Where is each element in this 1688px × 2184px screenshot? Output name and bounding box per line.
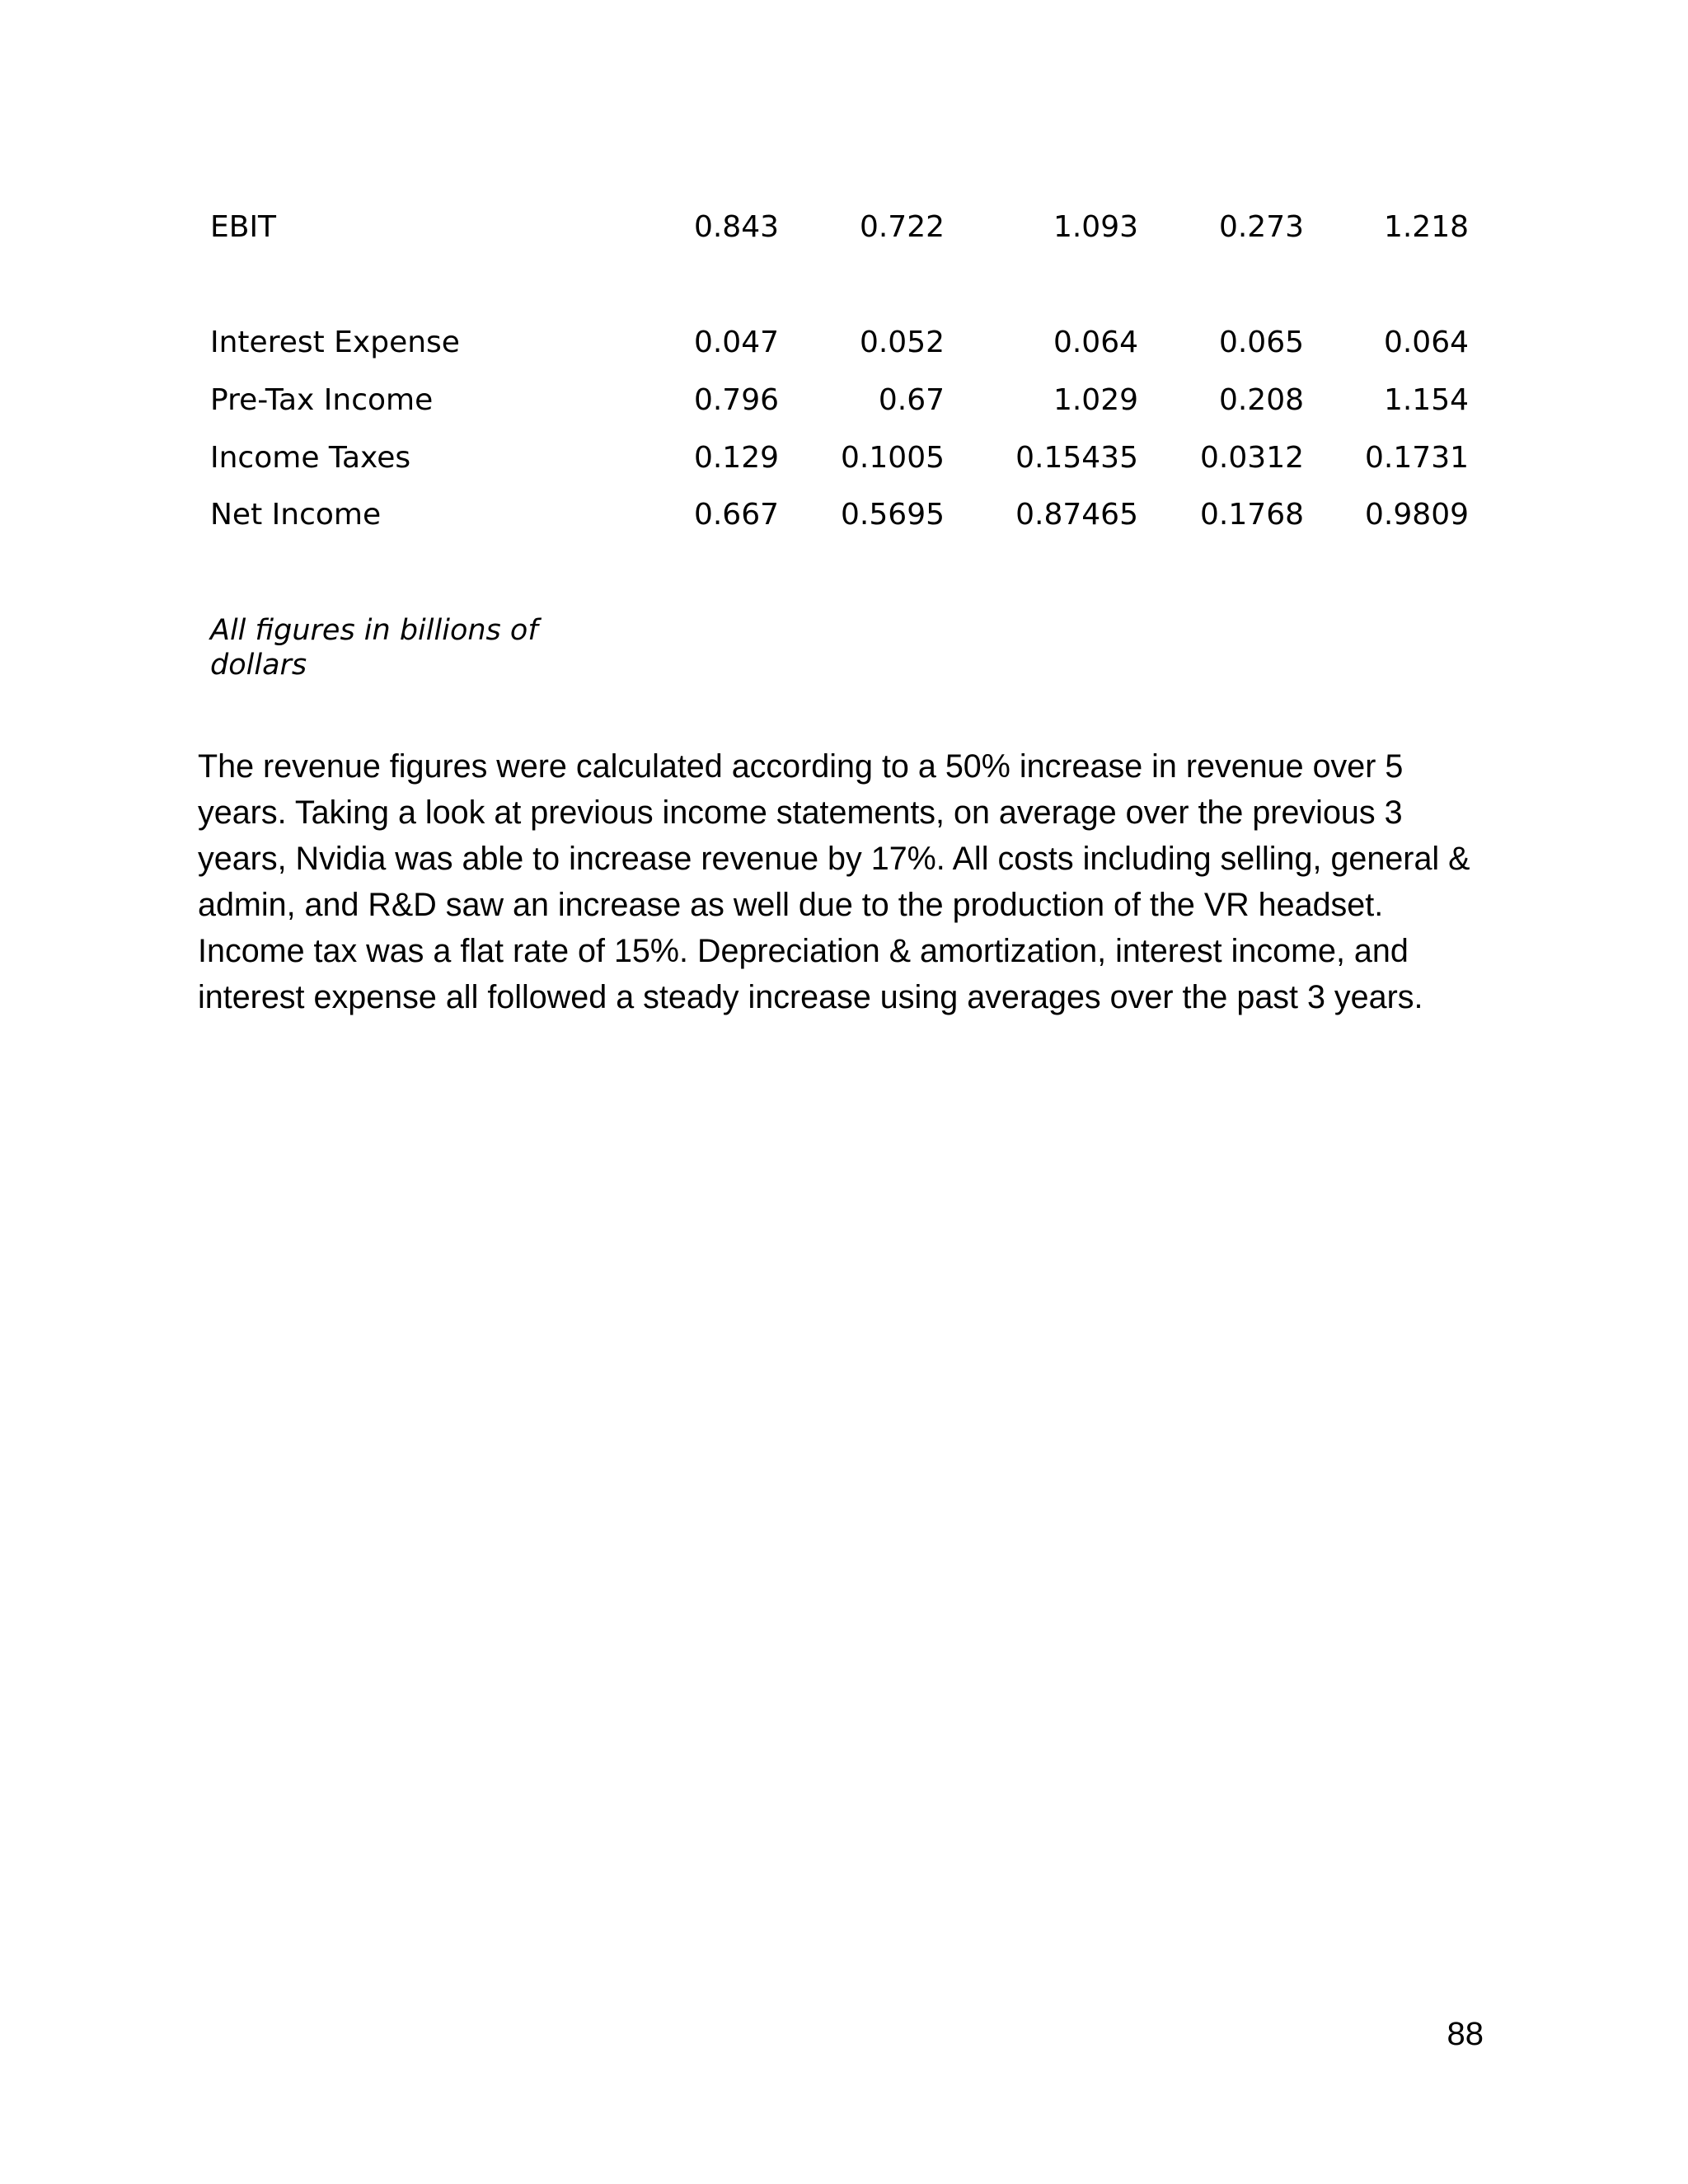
table-cell: 0.065 (1218, 326, 1304, 359)
table-cell: 0.15435 (1015, 441, 1138, 475)
table-row (0, 328, 1688, 369)
table-cell: 0.9809 (1365, 498, 1469, 532)
table-cell: 0.047 (693, 326, 779, 359)
table-cell: 0.064 (1053, 326, 1138, 359)
table-cell: 0.1005 (841, 441, 945, 475)
table-cell: 0.1731 (1365, 441, 1469, 475)
table-cell: 1.093 (1053, 210, 1138, 244)
table-cell: 0.67 (878, 383, 945, 417)
table-cell: 0.667 (693, 498, 779, 532)
units-note: All figures in billions of dollars (210, 614, 538, 682)
row-label: Interest Expense (210, 326, 460, 359)
table-cell: 0.796 (693, 383, 779, 417)
table-row (0, 500, 1688, 541)
row-label: Income Taxes (210, 441, 411, 475)
table-cell: 1.029 (1053, 383, 1138, 417)
table-cell: 0.208 (1218, 383, 1304, 417)
table-cell: 0.722 (859, 210, 945, 244)
table-row (0, 383, 1688, 427)
table-cell: 0.064 (1383, 326, 1469, 359)
table-cell: 0.1768 (1200, 498, 1304, 532)
table-cell: 0.052 (859, 326, 945, 359)
row-label: EBIT (210, 210, 277, 244)
table-cell: 1.218 (1383, 210, 1469, 244)
page-number: 88 (1447, 2016, 1484, 2052)
table-cell: 0.5695 (841, 498, 945, 532)
table-cell: 0.0312 (1200, 441, 1304, 475)
row-label: Pre-Tax Income (210, 383, 434, 417)
table-cell: 0.87465 (1015, 498, 1138, 532)
row-label: Net Income (210, 498, 382, 532)
table-row (0, 210, 1688, 254)
table-cell: 0.843 (693, 210, 779, 244)
table-cell: 0.273 (1218, 210, 1304, 244)
body-paragraph: The revenue figures were calculated according to a 50% increase in revenue over 5 years. Taking a look at previous income statements, on average over the previous 3 years, Nvidia was able to increase revenue by 17%. All costs including selling, general & admin, and R&D saw an increase as well due to the production of the VR headset. Income tax was a flat rate of 15%. Depreciation & amortization, interest income, and interest expense all followed a steady increase using averages over the past 3 years. (198, 748, 1470, 1015)
table-row (0, 443, 1688, 485)
table-cell: 1.154 (1383, 383, 1469, 417)
table-cell: 0.129 (693, 441, 779, 475)
